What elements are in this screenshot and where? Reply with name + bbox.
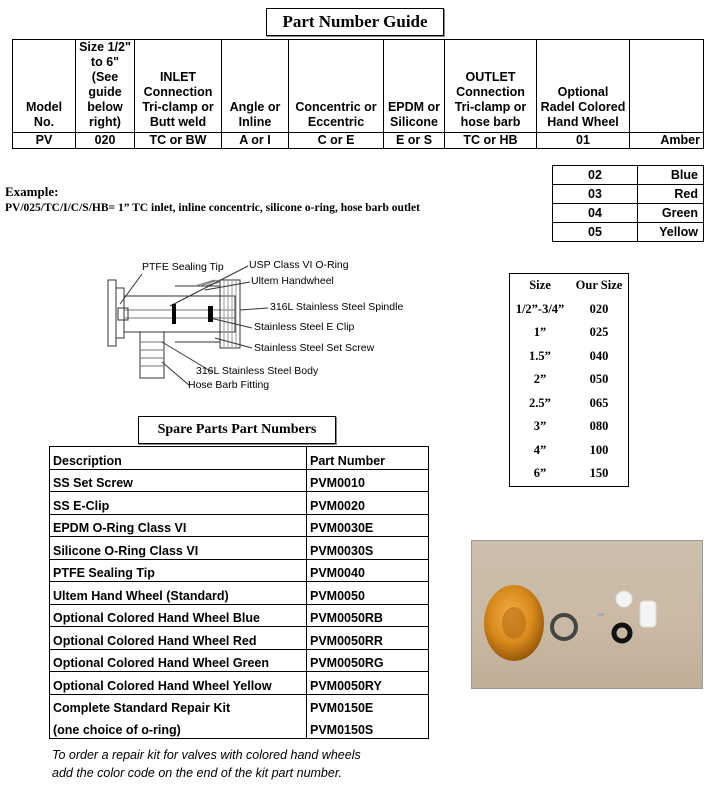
table-row xyxy=(50,559,429,582)
our-size-cell: 065 xyxy=(589,395,609,410)
part-description: SS E-Clip xyxy=(50,492,307,515)
oring-mark xyxy=(172,304,176,324)
kit-note-line-1: To order a repair kit for valves with colored hand wheels xyxy=(52,748,361,762)
table-row xyxy=(510,439,629,463)
label-setscrew: Stainless Steel Set Screw xyxy=(254,342,375,354)
label-body: 316L Stainless Steel Body xyxy=(196,365,319,377)
header-epdm: EPDM or Silicone xyxy=(384,40,445,133)
part-number: PVM0050RB xyxy=(307,604,429,627)
size-cell: 1/2”-3/4” xyxy=(515,301,565,316)
table-row xyxy=(50,582,429,605)
repair-kit-parts xyxy=(472,541,702,688)
description-header: Description xyxy=(50,447,307,470)
header-size: Size 1/2" to 6" (See guide below right) xyxy=(76,40,135,133)
value-angle: A or I xyxy=(222,133,289,149)
part-description: Optional Colored Hand Wheel Blue xyxy=(50,604,307,627)
our-size-cell: 025 xyxy=(589,325,609,340)
part-description: Optional Colored Hand Wheel Green xyxy=(50,649,307,672)
header-color-blank xyxy=(630,40,704,133)
part-number: PVM0050 xyxy=(307,582,429,605)
size-guide-table xyxy=(509,273,629,487)
wheel-code: 05 xyxy=(553,223,638,242)
table-row xyxy=(50,604,429,627)
table-row xyxy=(510,368,629,392)
our-size-cell: 100 xyxy=(589,442,609,457)
value-wheel-color: Amber xyxy=(630,133,704,149)
size-cell: 1.5” xyxy=(529,348,551,363)
table-row xyxy=(510,392,629,416)
part-description: PTFE Sealing Tip xyxy=(50,559,307,582)
value-concentric: C or E xyxy=(289,133,384,149)
header-concentric: Concentric or Eccentric xyxy=(289,40,384,133)
table-row xyxy=(553,223,704,242)
part-number-table xyxy=(12,39,704,149)
page-title: Part Number Guide xyxy=(266,8,444,36)
kit-note-line-2: add the color code on the end of the kit part number. xyxy=(52,766,343,780)
label-ptfe-tip: PTFE Sealing Tip xyxy=(142,261,224,273)
part-number: PVM0050RG xyxy=(307,649,429,672)
size-cell: 3” xyxy=(533,419,547,434)
our-size-header: Our Size xyxy=(575,278,623,293)
kit-part-number-e: PVM0150E xyxy=(307,694,429,716)
label-spindle: 316L Stainless Steel Spindle xyxy=(270,301,404,313)
table-row xyxy=(50,537,429,560)
wheel-code: 04 xyxy=(553,204,638,223)
value-epdm: E or S xyxy=(384,133,445,149)
label-oring: USP Class VI O-Ring xyxy=(249,259,349,271)
label-handwheel: Ultem Handwheel xyxy=(251,275,334,287)
spare-parts-table xyxy=(49,446,429,739)
wheel-code: 03 xyxy=(553,185,638,204)
value-size: 020 xyxy=(76,133,135,149)
size-cell: 4” xyxy=(533,442,547,457)
table-row xyxy=(510,462,629,486)
table-row xyxy=(50,514,429,537)
our-size-cell: 150 xyxy=(589,466,609,481)
table-row xyxy=(50,469,429,492)
table-row xyxy=(50,492,429,515)
our-size-cell: 020 xyxy=(589,301,609,316)
spare-header-row xyxy=(50,447,429,470)
spare-parts-title: Spare Parts Part Numbers xyxy=(138,416,336,444)
size-cell: 1” xyxy=(533,325,547,340)
eclip-mark xyxy=(208,306,213,322)
our-size-cell: 040 xyxy=(589,348,609,363)
example-label: Example: xyxy=(5,184,59,199)
table-row xyxy=(50,649,429,672)
part-description: Silicone O-Ring Class VI xyxy=(50,537,307,560)
label-hosebarb: Hose Barb Fitting xyxy=(188,379,270,391)
table-row xyxy=(510,345,629,369)
label-eclip: Stainless Steel E Clip xyxy=(254,321,355,333)
part-number-header: Part Number xyxy=(307,447,429,470)
o-ring xyxy=(614,625,630,641)
header-wheel: Optional Radel Colored Hand Wheel xyxy=(537,40,630,133)
table-row xyxy=(553,204,704,223)
size-cell: 2” xyxy=(533,372,547,387)
kit-row xyxy=(50,694,429,716)
value-wheel-code: 01 xyxy=(537,133,630,149)
header-model: Model No. xyxy=(13,40,76,133)
valve-diagram xyxy=(100,250,404,400)
part-number: PVM0030E xyxy=(307,514,429,537)
size-cell: 2.5” xyxy=(529,395,551,410)
part-number: PVM0050RR xyxy=(307,627,429,650)
part-description: EPDM O-Ring Class VI xyxy=(50,514,307,537)
header-angle: Angle or Inline xyxy=(222,40,289,133)
header-outlet: OUTLET Connection Tri-clamp or hose barb xyxy=(445,40,537,133)
size-header-row xyxy=(510,274,629,298)
part-number: PVM0010 xyxy=(307,469,429,492)
wheel-color: Red xyxy=(638,185,704,204)
part-description: Ultem Hand Wheel (Standard) xyxy=(50,582,307,605)
size-cell: 6” xyxy=(533,466,547,481)
wheel-color: Yellow xyxy=(638,223,704,242)
kit-part-number-s: PVM0150S xyxy=(307,716,429,738)
part-description: Optional Colored Hand Wheel Red xyxy=(50,627,307,650)
table-row xyxy=(50,627,429,650)
table-row xyxy=(553,185,704,204)
part-description: SS Set Screw xyxy=(50,469,307,492)
our-size-cell: 080 xyxy=(589,419,609,434)
part-number: PVM0020 xyxy=(307,492,429,515)
wheel-code: 02 xyxy=(553,166,638,185)
header-inlet: INLET Connection Tri-clamp or Butt weld xyxy=(135,40,222,133)
table-row xyxy=(510,415,629,439)
part-number: PVM0030S xyxy=(307,537,429,560)
ptfe-tip xyxy=(616,591,632,607)
size-header: Size xyxy=(529,278,551,293)
our-size-cell: 050 xyxy=(589,372,609,387)
part-number: PVM0040 xyxy=(307,559,429,582)
value-model: PV xyxy=(13,133,76,149)
set-screw xyxy=(640,601,656,627)
table-row xyxy=(50,672,429,695)
table-row xyxy=(553,166,704,185)
table-row xyxy=(510,298,629,322)
table-row xyxy=(510,321,629,345)
wheel-color: Green xyxy=(638,204,704,223)
value-inlet: TC or BW xyxy=(135,133,222,149)
kit-description-note: (one choice of o-ring) xyxy=(50,716,307,738)
kit-description: Complete Standard Repair Kit xyxy=(50,694,307,716)
example-text: PV/025/TC/I/C/S/HB= 1” TC inlet, inline concentric, silicone o-ring, hose barb outlet xyxy=(5,202,420,214)
repair-kit-photo xyxy=(471,540,703,689)
part-number: PVM0050RY xyxy=(307,672,429,695)
value-outlet: TC or HB xyxy=(445,133,537,149)
part-description: Optional Colored Hand Wheel Yellow xyxy=(50,672,307,695)
kit-row-2 xyxy=(50,716,429,738)
wheel-color: Blue xyxy=(638,166,704,185)
wheel-color-table xyxy=(552,165,704,242)
